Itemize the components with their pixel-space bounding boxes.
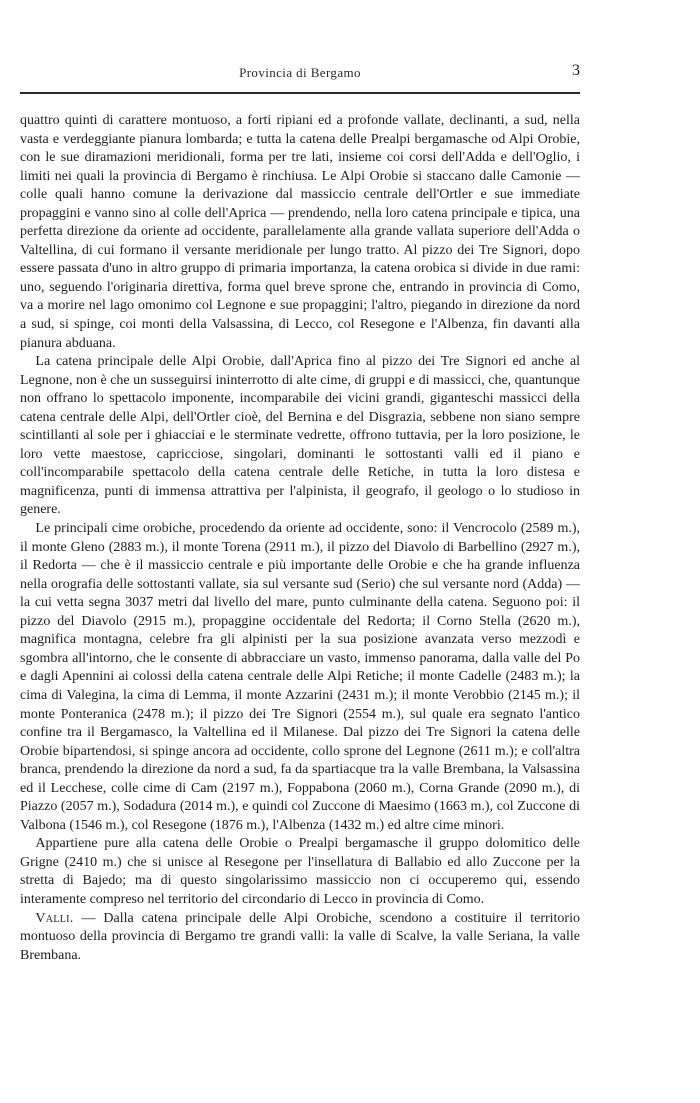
page-number: 3 [572,62,580,79]
section-lead: Valli. [35,910,74,926]
header-rule [20,92,580,94]
body-text [20,112,580,965]
paragraph: La catena principale delle Alpi Orobie, dall'Aprica fino al pizzo dei Tre Signori ed anche al Legnone, non è che un susseguirsi ininterrotto di alte cime, di gruppi e di massicci, che, quantunque non offrano lo spettacolo imponente, incomparabile dei vicini grandi, giganteschi massicci della catena centrale delle Alpi, dell'Ortler cioè, del Bernina e del Disgrazia, sebbene non siano sempre scintillanti al sole per i ghiacciai e le sterminate vedrette, offrono tuttavia, per la loro posizione, le loro vette maestose, capricciose, singolari, dominanti le sottostanti valli ed il piano e coll'incomparabile spettacolo della catena centrale delle Retiche, in tutta la loro distesa e magnificenza, punti di immensa attrattiva per l'alpinista, il geografo, il geologo o lo studioso in genere. [20,354,580,518]
paragraph: quattro quinti di carattere montuoso, a forti ripiani ed a profonde vallate, declinanti, a sud, nella vasta e verdeggiante pianura lombarda; e tutta la catena delle Prealpi bergamasche od Alpi Orobie, con le sue diramazioni meridionali, forma per tre lati, insieme coi corsi dell'Adda e dell'Oglio, i limiti nei quali la provincia di Bergamo è rinchiusa. Le Alpi Orobie si staccano dalle Camonie — colle quali hanno comune la derivazione dal massiccio centrale dell'Ortler e sue immediate propaggini e vanno sino al colle dell'Aprica — prendendo, nella loro catena principale e tipica, una perfetta direzione da oriente ad occidente, parallelamente alla grande vallata superiore dell'Adda o Valtellina, di cui formano il versante meridionale per lungo tratto. Al pizzo dei Tre Signori, dopo essere passata d'uno in altro gruppo di primaria importanza, la catena orobica si divide in due rami: uno, seguendo l'originaria direttiva, forma quel breve sprone che, entrando in provincia di Como, va a morire nel lago omonimo col Legnone e sue propaggini; l'altro, piegando in direzione da nord a sud, si spinge, coi monti della Valsassina, di Lecco, col Resegone e l'Albenza, fin davanti alla pianura abduana. [20,113,580,351]
section-text: — Dalla catena principale delle Alpi Orobiche, scendono a costituire il territorio montuoso della provincia di Bergamo tre grandi valli: la valle di Scalve, la valle Seriana, la valle Brembana. [20,910,580,963]
section-paragraph-valli [20,910,580,966]
paragraph: Appartiene pure alla catena delle Orobie o Prealpi bergamasche il gruppo dolomitico delle Grigne (2410 m.) che si unisce al Resegone per l'insellatura di Ballabio ed allo Zuccone per la stretta di Bajedo; ma di questo singolarissimo massiccio non ci occuperemo qui, essendo interamente compreso nel territorio del circondario di Lecco in provincia di Como. [20,836,580,907]
paragraph: Le principali cime orobiche, procedendo da oriente ad occidente, sono: il Vencrocolo (2589 m.), il monte Gleno (2883 m.), il monte Torena (2911 m.), il pizzo del Diavolo di Barbellino (2927 m.), il Redorta — che è il massiccio centrale e più importante delle Orobie e che ha grande influenza nella orografia delle sottostanti vallate, sia sul versante sud (Serio) che sul versante nord (Adda) — la cui vetta segna 3037 metri dal livello del mare, punto culminante della catena. Seguono poi: il pizzo del Diavolo (2915 m.), propaggine occidentale del Redorta; il Corno Stella (2620 m.), magnifica montagna, celebre fra gli alpinisti per la sua posizione avanzata verso mezzodì e sgombra all'intorno, che le consente di abbracciare un vasto, immenso panorama, dalla valle del Po e dagli Apennini ai colossi della catena centrale delle Alpi Retiche; il monte Cadelle (2483 m.); la cima di Valegina, la cima di Lemma, il monte Azzarini (2431 m.); il monte Verobbio (2145 m.); il monte Ponteranica (2478 m.); il pizzo dei Tre Signori (2554 m.), sul quale era segnato l'antico confine tra il Bergamasco, la Valtellina ed il Milanese. Dal pizzo dei Tre Signori la catena delle Orobie bipartendosi, si spinge ancora ad occidente, collo sprone del Legnone (2611 m.); e coll'altra branca, prendendo la direzione da nord a sud, fa da spartiacque tra la valle Brembana, la Valsassina ed il Lecchese, colle cime di Cam (2197 m.), Foppabona (2060 m.), Corna Grande (2090 m.), di Piazzo (2057 m.), Sodadura (2014 m.), e quindi col Zuccone di Maesimo (1663 m.), col Zuccone di Valbona (1546 m.), col Resegone (1876 m.), l'Albenza (1432 m.) ed altre cime minori. [20,521,580,833]
running-head [20,62,580,84]
running-head-title: Provincia di Bergamo [239,65,361,80]
